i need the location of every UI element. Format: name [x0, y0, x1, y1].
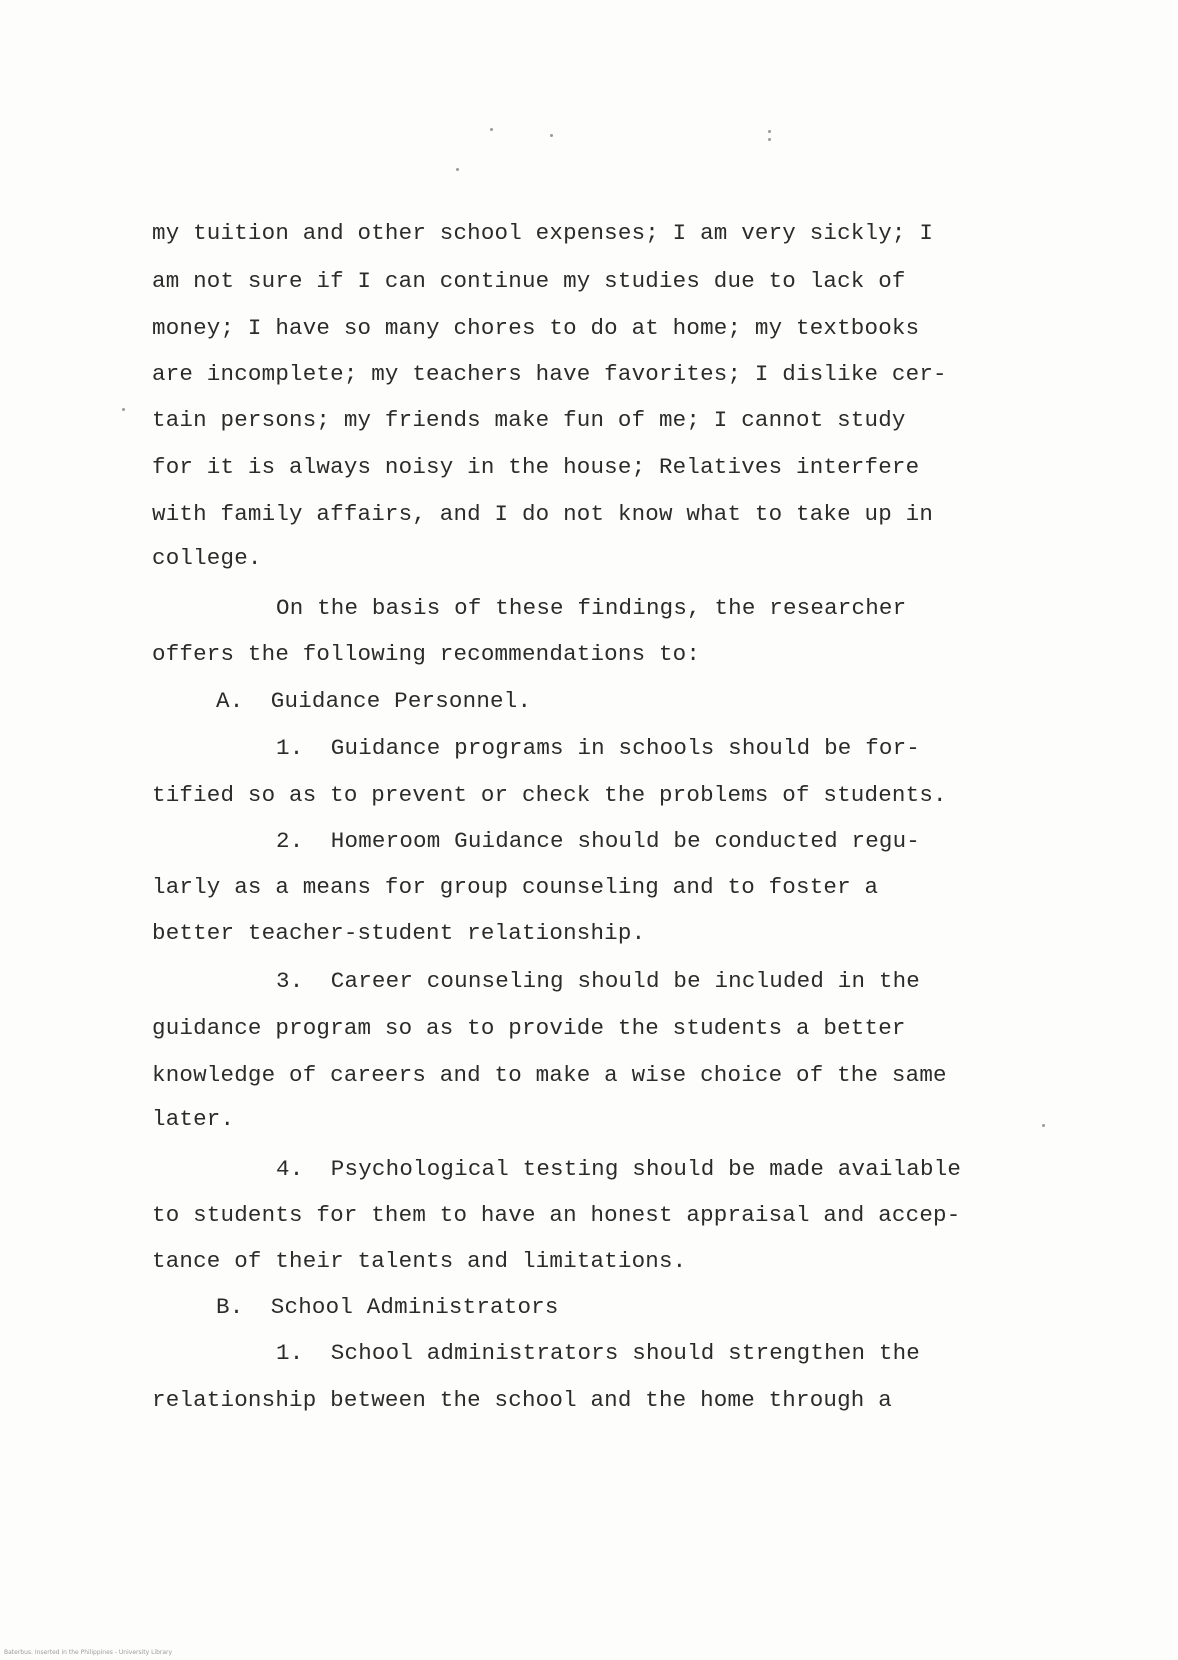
scan-speck — [456, 168, 459, 171]
document-line: On the basis of these findings, the researcher — [276, 595, 907, 621]
scan-speck — [122, 408, 125, 411]
document-line: relationship between the school and the home through a — [152, 1387, 892, 1413]
scan-speck — [550, 134, 553, 137]
scan-speck — [1042, 1124, 1045, 1127]
document-line: to students for them to have an honest appraisal and accep- — [152, 1202, 961, 1228]
document-line: my tuition and other school expenses; I am very sickly; I — [152, 220, 934, 246]
scan-speck — [768, 130, 771, 133]
document-line: 2. Homeroom Guidance should be conducted regu- — [276, 828, 921, 854]
document-line: tain persons; my friends make fun of me; I cannot study — [152, 407, 906, 433]
document-line: college. — [152, 545, 262, 571]
document-line: knowledge of careers and to make a wise choice of the same — [152, 1062, 947, 1088]
section-heading: B. School Administrators — [216, 1294, 559, 1320]
section-heading: A. Guidance Personnel. — [216, 688, 532, 714]
document-line: 1. School administrators should strengthen the — [276, 1340, 921, 1366]
document-line: with family affairs, and I do not know what to take up in — [152, 501, 934, 527]
document-line: later. — [152, 1106, 235, 1132]
document-line: larly as a means for group counseling and to foster a — [152, 874, 879, 900]
document-line: for it is always noisy in the house; Relatives interfere — [152, 454, 920, 480]
document-line: 1. Guidance programs in schools should be for- — [276, 735, 921, 761]
scan-footer-text: Baterbus. Inserted in the Philippines - University Library — [4, 1649, 173, 1656]
document-line: 3. Career counseling should be included in the — [276, 968, 921, 994]
document-line: money; I have so many chores to do at home; my textbooks — [152, 315, 920, 341]
document-line: tified so as to prevent or check the problems of students. — [152, 782, 947, 808]
document-line: are incomplete; my teachers have favorites; I dislike cer- — [152, 361, 947, 387]
document-line: am not sure if I can continue my studies due to lack of — [152, 268, 906, 294]
document-line: offers the following recommendations to: — [152, 641, 701, 667]
document-line: guidance program so as to provide the students a better — [152, 1015, 906, 1041]
document-line: better teacher-student relationship. — [152, 920, 646, 946]
scan-speck — [768, 138, 771, 141]
document-line: tance of their talents and limitations. — [152, 1248, 687, 1274]
scan-speck — [490, 128, 493, 131]
document-line: 4. Psychological testing should be made available — [276, 1156, 962, 1182]
